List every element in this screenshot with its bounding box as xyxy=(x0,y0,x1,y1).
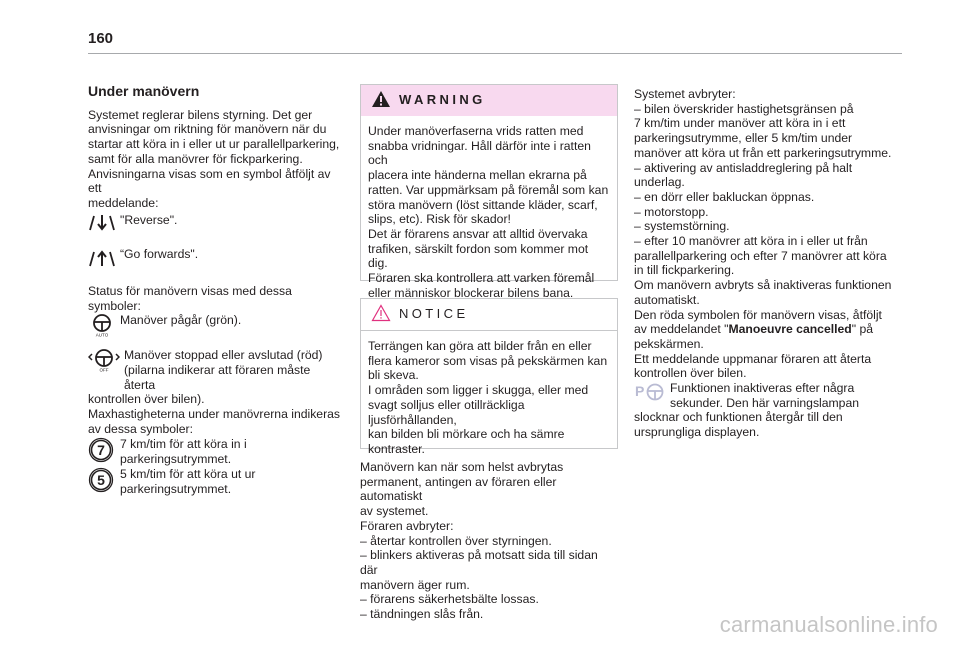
left-column xyxy=(88,84,343,497)
notice-box xyxy=(360,298,618,456)
notice-text: Terrängen kan göra att bilder från en eller flera kameror som visas på pekskärmen kan bli skeva. I områden som ligger i skugga, eller med svagt solljus eller otillräckliga ljusförhållanden, kan bilden bli mörkare och ha sämre kontraster. xyxy=(368,339,608,456)
warning-text: Under manöverfaserna vrids ratten med snabba vridningar. Håll därför inte i ratten och placera inte händerna mellan ekrarna på ratten. Var uppmärksam på föremål som kan störa manövern (löst sittande kläder, scarf, slips, etc). Risk för skador! Det är förarens ansvar att alltid övervaka trafiken, särskilt fordon som kommer mot dig. Föraren ska kontrollera att varken föremål eller människor blockerar bilens bana. xyxy=(368,124,609,300)
deactivated-row xyxy=(634,381,894,410)
notice-header xyxy=(361,299,617,331)
stopped-row xyxy=(88,348,343,392)
header-rule xyxy=(88,53,902,54)
watermark: carmanualsonline.info xyxy=(719,612,938,637)
deactivated-continued: slocknar och funktionen återgår till den ursprungliga displayen. xyxy=(634,410,843,440)
forwards-label: “Go forwards". xyxy=(120,247,199,262)
off-caption: OFF xyxy=(99,367,109,373)
notice-title: NOTICE xyxy=(399,306,469,322)
forward-arrow-icon xyxy=(88,247,116,273)
speed7-row xyxy=(88,437,343,467)
reverse-label: "Reverse". xyxy=(120,212,178,227)
system-cancel-text-b: " på pekskärmen. Ett meddelande uppmanar föraren att återta kontrollen över bilen. xyxy=(634,322,874,381)
forwards-row xyxy=(88,247,343,273)
warning-title: WARNING xyxy=(399,92,486,108)
reverse-row xyxy=(88,213,343,237)
in-progress-label: Manöver pågår (grön). xyxy=(120,313,242,328)
warning-header xyxy=(361,85,617,116)
system-cancel-text xyxy=(634,87,894,381)
cancel-conditions-text: Manövern kan när som helst avbrytas permanent, antingen av föraren eller automatiskt av systemet. Föraren avbryter: – återtar kontrollen över styrningen. – blinkers aktiveras på motsatt sida till sidan där manövern äger rum. – förarens säkerhetsbälte lossas. – tändningen slås från. xyxy=(360,460,598,622)
stopped-continued: kontrollen över bilen). Maxhastigheterna under manövrerna indikeras av dessa symboler: xyxy=(88,392,341,436)
intro-text: Systemet reglerar bilens styrning. Det ger anvisningar om riktning för manövern när du startar att köra in i eller ut ur parallellparkering, samt för alla manövrer för fickparkering. Anvisningarna visas som en symbol åtföljt av ett meddelande: xyxy=(88,107,340,210)
speed-7-badge xyxy=(88,437,116,467)
auto-caption: AUTO xyxy=(95,332,109,338)
steering-wheel-auto-icon xyxy=(88,313,116,341)
status-intro: Status för manövern visas med dessa symboler: xyxy=(88,284,292,313)
page-number: 160 xyxy=(88,30,114,47)
reverse-arrow-icon xyxy=(88,213,116,237)
section-heading: Under manövern xyxy=(88,83,200,99)
middle-column xyxy=(360,84,618,622)
speed5-row xyxy=(88,467,343,497)
system-cancel-text-a: Systemet avbryter: – bilen överskrider hastighetsgränsen på 7 km/tim under manöver att köra in i ett parkeringsutrymme, eller 5 km/tim under manöver att köra ut från ett parkeringsutrymme. – aktivering av antisladdreglering på halt underlag. – en dörr eller bakluckan öppnas. – motorstopp. – systemstörning. – efter 10 manövrer att köra in i eller ut från parallellparkering och efter 7 manövrer att köra in till fickparkering. Om manövern avbryts så inaktiveras funktionen automatiskt. Den röda symbolen för manövern visas, åtföljt av meddelandet " xyxy=(634,87,892,337)
right-column xyxy=(634,87,894,440)
speed5-value: 5 xyxy=(97,472,105,489)
warning-triangle-icon xyxy=(371,90,391,112)
speed7-value: 7 xyxy=(97,442,105,459)
steering-wheel-off-icon xyxy=(88,348,120,376)
in-progress-row xyxy=(88,313,343,341)
deactivated-text: Funktionen inaktiveras efter några sekunder. Den här varningslampan xyxy=(670,381,860,410)
park-assist-deactivated-icon xyxy=(634,381,666,409)
stopped-label: Manöver stoppad eller avslutad (röd) (pilarna indikerar att föraren måste återta xyxy=(124,348,323,392)
notice-triangle-icon xyxy=(371,304,391,326)
warning-box xyxy=(360,84,618,300)
speed7-text: 7 km/tim för att köra in i parkeringsutrymmet. xyxy=(120,437,247,467)
manoeuvre-cancelled-message: Manoeuvre cancelled xyxy=(728,322,852,337)
speed-5-badge xyxy=(88,467,116,497)
svg-text:P: P xyxy=(635,383,645,400)
speed5-text: 5 km/tim för att köra ut ur parkeringsutrymmet. xyxy=(120,467,256,496)
